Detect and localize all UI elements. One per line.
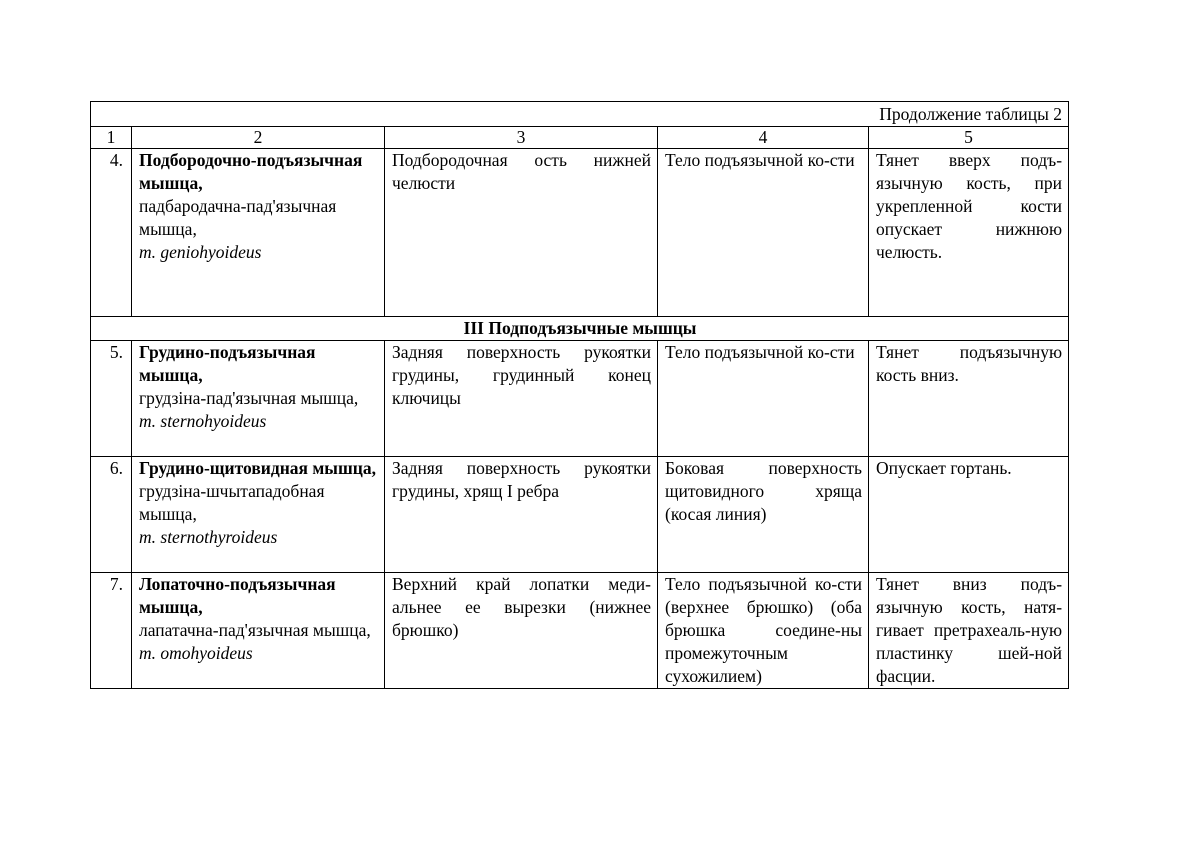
section-row [91,317,1069,341]
column-header: 4 [658,127,869,149]
muscle-name-cell [132,573,385,689]
origin-cell: Задняя поверхность рукоятки грудины, грудинный конец ключицы [385,341,658,457]
caption-row [91,102,1069,127]
muscle-name-cell [132,149,385,317]
column-header: 3 [385,127,658,149]
origin-cell: Подбородочная ость нижней челюсти [385,149,658,317]
muscle-name-ru: Грудино-подъязычная мышца, [139,342,316,385]
header-row [91,127,1069,149]
origin-cell: Верхний край лопатки меди-альнее ее вырезки (нижнее брюшко) [385,573,658,689]
muscle-table [90,101,1069,689]
table-row [91,341,1069,457]
origin-cell: Задняя поверхность рукоятки грудины, хрящ I ребра [385,457,658,573]
function-cell: Опускает гортань. [869,457,1069,573]
table-row [91,573,1069,689]
column-header: 5 [869,127,1069,149]
muscle-name-ru: Грудино-щитовидная мышца, [139,458,376,478]
insertion-cell: Тело подъязычной ко-сти (верхнее брюшко) (оба брюшка соедине-ны промежуточным сухожилием) [658,573,869,689]
function-cell: Тянет вверх подъ-язычную кость, при укрепленной кости опускает нижнюю челюсть. [869,149,1069,317]
insertion-cell: Тело подъязычной ко-сти [658,341,869,457]
muscle-name-latin: m. sternothyroideus [139,527,278,547]
muscle-name-cell [132,341,385,457]
muscle-name-latin: m. sternohyoideus [139,411,267,431]
function-cell: Тянет подъязычную кость вниз. [869,341,1069,457]
function-cell: Тянет вниз подъ-язычную кость, натя-гивает претрахеаль-ную пластинку шей-ной фасции. [869,573,1069,689]
muscle-name-latin: m. geniohyoideus [139,242,262,262]
muscle-name-by: падбародачна-пад'язычная мышца, [139,196,337,239]
table-row [91,457,1069,573]
table-caption: Продолжение таблицы 2 [91,102,1069,127]
row-number: 7. [91,573,132,689]
insertion-cell: Тело подъязычной ко-сти [658,149,869,317]
muscle-name-by: грудзіна-шчытападобная мышца, [139,481,325,524]
muscle-name-latin: m. omohyoideus [139,643,253,663]
row-number: 5. [91,341,132,457]
insertion-cell: Боковая поверхность щитовидного хряща (косая линия) [658,457,869,573]
table-row [91,149,1069,317]
muscle-name-by: лапатачна-пад'язычная мышца, [139,620,371,640]
column-header: 1 [91,127,132,149]
row-number: 4. [91,149,132,317]
muscle-name-by: грудзіна-пад'язычная мышца, [139,388,359,408]
column-header: 2 [132,127,385,149]
muscle-name-ru: Лопаточно-подъязычная мышца, [139,574,336,617]
section-title: III Подподъязычные мышцы [91,317,1069,341]
row-number: 6. [91,457,132,573]
muscle-name-ru: Подбородочно-подъязычная мышца, [139,150,363,193]
muscle-name-cell [132,457,385,573]
